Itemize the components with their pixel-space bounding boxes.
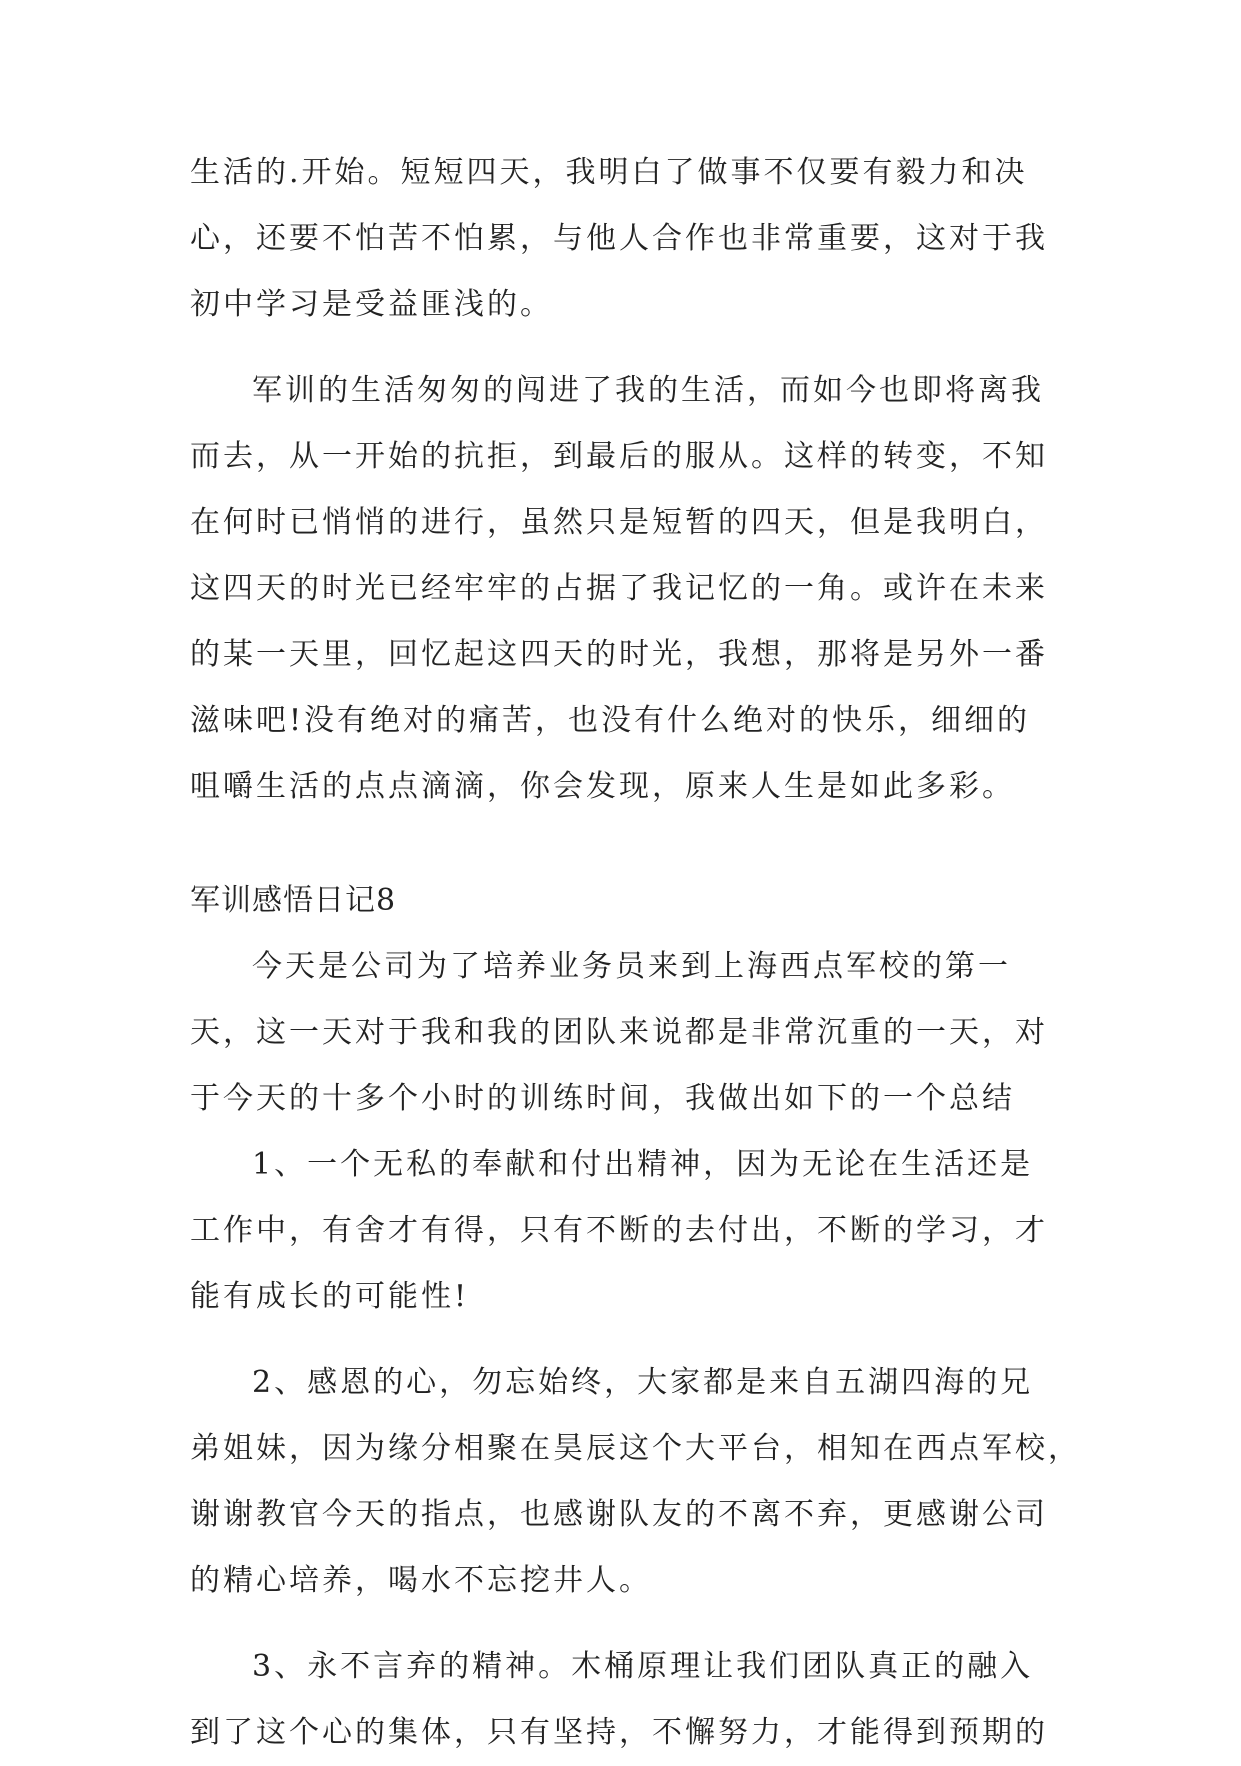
text-line: 1、一个无私的奉献和付出精神，因为无论在生活还是	[252, 1147, 1034, 1182]
paragraph-point-1	[190, 1132, 1050, 1330]
text-line: 天，这一天对于我和我的团队来说都是非常沉重的一天，对	[190, 1015, 1048, 1050]
text-line: 生活的.开始。短短四天，我明白了做事不仅要有毅力和决	[190, 155, 1028, 190]
text-line: 谢谢教官今天的指点，也感谢队友的不离不弃，更感谢公司	[190, 1497, 1048, 1532]
text-line: 在何时已悄悄的进行，虽然只是短暂的四天，但是我明白，	[190, 505, 1048, 540]
text-line: 初中学习是受益匪浅的。	[190, 287, 553, 322]
text-line: 而去，从一开始的抗拒，到最后的服从。这样的转变，不知	[190, 439, 1048, 474]
paragraph-continued	[190, 140, 1050, 338]
document-body	[190, 140, 1081, 1766]
text-line: 的精心培养，喝水不忘挖井人。	[190, 1563, 652, 1598]
text-line: 心，还要不怕苦不怕累，与他人合作也非常重要，这对于我	[190, 221, 1048, 256]
text-line: 3、永不言弃的精神。木桶原理让我们团队真正的融入	[252, 1649, 1034, 1684]
text-line: 于今天的十多个小时的训练时间，我做出如下的一个总结	[190, 1081, 1015, 1116]
text-line: 弟姐妹，因为缘分相聚在昊辰这个大平台，相知在西点军校，	[190, 1431, 1081, 1466]
section-title: 军训感悟日记8	[190, 883, 397, 918]
text-line: 到了这个心的集体，只有坚持，不懈努力，才能得到预期的	[190, 1715, 1048, 1750]
text-line: 今天是公司为了培养业务员来到上海西点军校的第一	[252, 949, 1011, 984]
text-line: 工作中，有舍才有得，只有不断的去付出，不断的学习，才	[190, 1213, 1048, 1248]
text-line: 的某一天里，回忆起这四天的时光，我想，那将是另外一番	[190, 637, 1048, 672]
paragraph-point-3	[190, 1634, 1050, 1766]
text-line: 军训的生活匆匆的闯进了我的生活，而如今也即将离我	[252, 373, 1044, 408]
paragraph-point-2	[190, 1350, 1081, 1614]
paragraph-reflection	[190, 358, 1050, 820]
text-line: 2、感恩的心，勿忘始终，大家都是来自五湖四海的兄	[252, 1365, 1034, 1400]
text-line: 咀嚼生活的点点滴滴，你会发现，原来人生是如此多彩。	[190, 769, 1015, 804]
paragraph-intro	[190, 934, 1050, 1132]
text-line: 这四天的时光已经牢牢的占据了我记忆的一角。或许在未来	[190, 571, 1048, 606]
text-line: 滋味吧!没有绝对的痛苦，也没有什么绝对的快乐，细细的	[190, 703, 1031, 738]
text-line: 能有成长的可能性!	[190, 1279, 470, 1314]
